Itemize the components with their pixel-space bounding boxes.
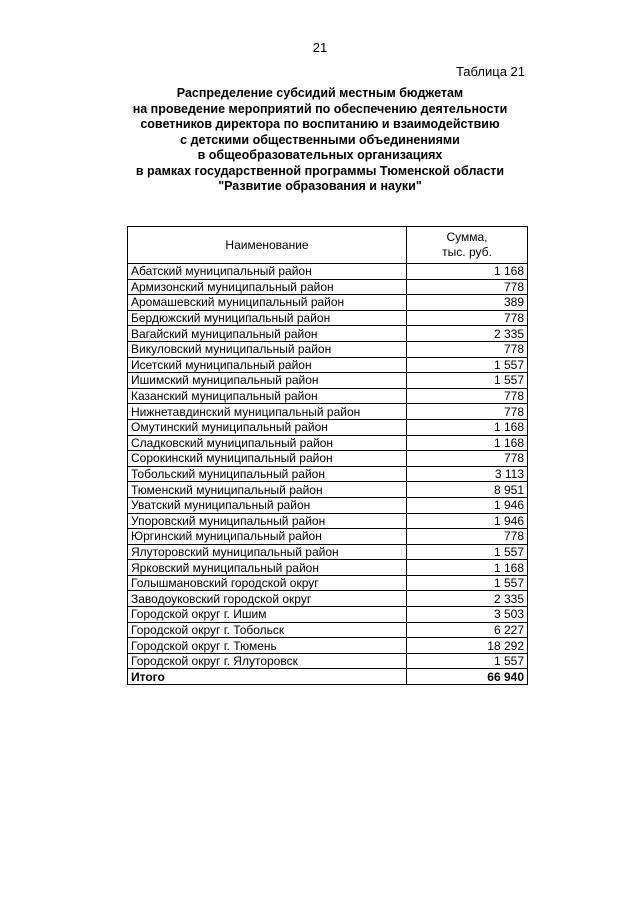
row-name: Юргинский муниципальный район xyxy=(128,529,407,545)
table-row xyxy=(128,591,528,607)
row-sum: 778 xyxy=(407,529,528,545)
row-name: Тюменский муниципальный район xyxy=(128,482,407,498)
row-name: Аромашевский муниципальный район xyxy=(128,295,407,311)
subsidy-table xyxy=(127,226,528,685)
table-row xyxy=(128,373,528,389)
row-name: Сладковский муниципальный район xyxy=(128,435,407,451)
table-row xyxy=(128,544,528,560)
row-sum: 1 557 xyxy=(407,653,528,669)
row-sum: 3 503 xyxy=(407,607,528,623)
row-sum: 1 946 xyxy=(407,513,528,529)
table-row xyxy=(128,326,528,342)
table-row xyxy=(128,560,528,576)
title-line: с детскими общественными объединениями xyxy=(180,132,460,147)
row-sum: 3 113 xyxy=(407,466,528,482)
table-row xyxy=(128,482,528,498)
title-line: Распределение субсидий местным бюджетам xyxy=(176,86,464,100)
table-row xyxy=(128,295,528,311)
title-line: в рамках государственной программы Тюменской области xyxy=(135,163,505,178)
table-row xyxy=(128,404,528,420)
row-name: Городской округ г. Ялуторовск xyxy=(128,653,407,669)
table-row xyxy=(128,310,528,326)
row-sum: 778 xyxy=(407,388,528,404)
row-sum: 1 557 xyxy=(407,373,528,389)
row-name: Городской округ г. Тобольск xyxy=(128,622,407,638)
column-header-sum-line2: тыс. руб. xyxy=(442,245,492,259)
table-row xyxy=(128,622,528,638)
table-body xyxy=(128,264,528,669)
table-row xyxy=(128,607,528,623)
table-row xyxy=(128,357,528,373)
row-sum: 778 xyxy=(407,341,528,357)
table-row xyxy=(128,388,528,404)
column-header-name: Наименование xyxy=(128,227,407,264)
row-name: Голышмановский городской округ xyxy=(128,575,407,591)
title-line: советников директора по воспитанию и взаимодействию xyxy=(140,117,500,131)
document-title xyxy=(0,86,640,195)
table-row xyxy=(128,653,528,669)
row-name: Тобольский муниципальный район xyxy=(128,466,407,482)
table-row xyxy=(128,341,528,357)
row-name: Ярковский муниципальный район xyxy=(128,560,407,576)
row-sum: 778 xyxy=(407,404,528,420)
row-sum: 1 557 xyxy=(407,575,528,591)
total-row xyxy=(128,669,528,685)
row-name: Сорокинский муниципальный район xyxy=(128,451,407,467)
row-name: Вагайский муниципальный район xyxy=(128,326,407,342)
table-row xyxy=(128,513,528,529)
row-sum: 778 xyxy=(407,451,528,467)
row-name: Нижнетавдинский муниципальный район xyxy=(128,404,407,420)
row-name: Городской округ г. Тюмень xyxy=(128,638,407,654)
row-sum: 1 557 xyxy=(407,357,528,373)
row-sum: 18 292 xyxy=(407,638,528,654)
table-row xyxy=(128,451,528,467)
row-sum: 8 951 xyxy=(407,482,528,498)
total-label: Итого xyxy=(128,669,407,685)
row-sum: 778 xyxy=(407,310,528,326)
table-row xyxy=(128,529,528,545)
table-row xyxy=(128,638,528,654)
row-sum: 1 557 xyxy=(407,544,528,560)
row-sum: 1 168 xyxy=(407,419,528,435)
column-header-sum-line1: Сумма, xyxy=(446,230,488,244)
row-sum: 1 168 xyxy=(407,264,528,280)
table-row xyxy=(128,279,528,295)
table-row xyxy=(128,497,528,513)
title-line: на проведение мероприятий по обеспечению деятельности xyxy=(132,101,508,116)
row-name: Исетский муниципальный район xyxy=(128,357,407,373)
row-name: Заводоуковский городской округ xyxy=(128,591,407,607)
row-name: Городской округ г. Ишим xyxy=(128,607,407,623)
title-line: в общеобразовательных организациях xyxy=(197,148,443,162)
row-name: Армизонский муниципальный район xyxy=(128,279,407,295)
row-sum: 6 227 xyxy=(407,622,528,638)
table-row xyxy=(128,264,528,280)
row-name: Бердюжский муниципальный район xyxy=(128,310,407,326)
table-header-row xyxy=(128,227,528,264)
row-sum: 1 168 xyxy=(407,435,528,451)
table-row xyxy=(128,466,528,482)
table-row xyxy=(128,419,528,435)
title-line: "Развитие образования и науки" xyxy=(218,179,422,193)
total-sum: 66 940 xyxy=(407,669,528,685)
column-header-sum xyxy=(407,227,528,264)
row-name: Ишимский муниципальный район xyxy=(128,373,407,389)
row-name: Ялуторовский муниципальный район xyxy=(128,544,407,560)
table-label: Таблица 21 xyxy=(455,64,525,79)
row-name: Казанский муниципальный район xyxy=(128,388,407,404)
table-row xyxy=(128,575,528,591)
row-name: Упоровский муниципальный район xyxy=(128,513,407,529)
row-sum: 1 168 xyxy=(407,560,528,576)
row-sum: 389 xyxy=(407,295,528,311)
page-number: 21 xyxy=(312,40,328,55)
row-sum: 1 946 xyxy=(407,497,528,513)
row-sum: 778 xyxy=(407,279,528,295)
row-sum: 2 335 xyxy=(407,326,528,342)
row-name: Абатский муниципальный район xyxy=(128,264,407,280)
row-name: Викуловский муниципальный район xyxy=(128,341,407,357)
row-name: Уватский муниципальный район xyxy=(128,497,407,513)
table-row xyxy=(128,435,528,451)
row-name: Омутинский муниципальный район xyxy=(128,419,407,435)
row-sum: 2 335 xyxy=(407,591,528,607)
